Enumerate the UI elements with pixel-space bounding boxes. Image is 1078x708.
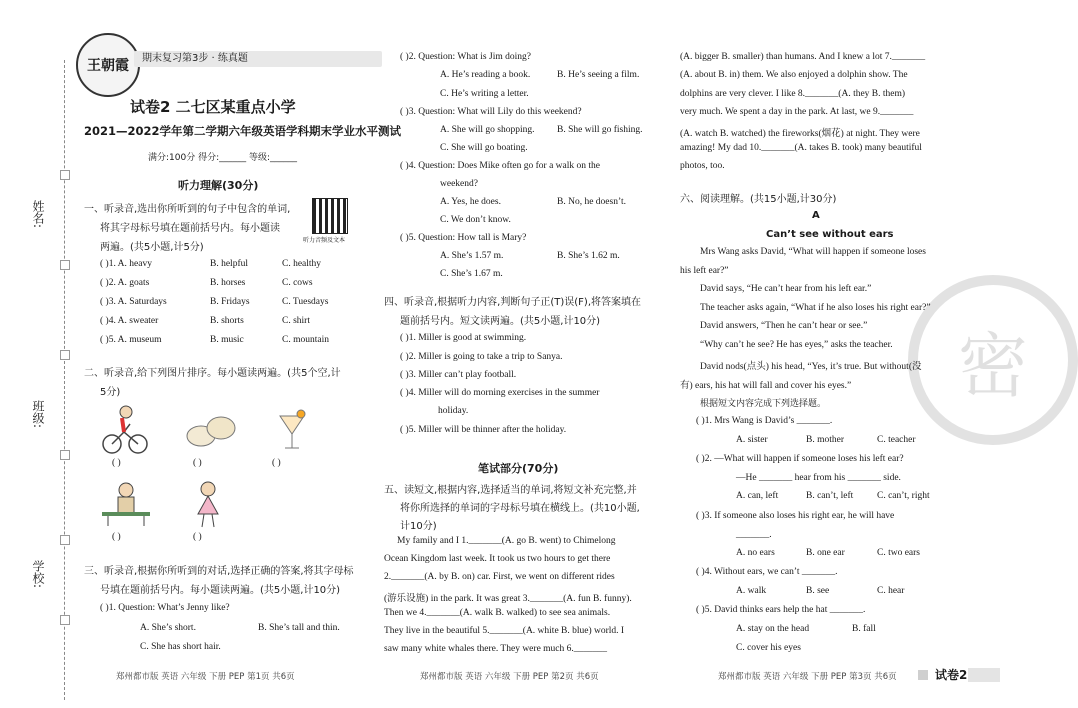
story-line: his left ear?”: [680, 266, 729, 276]
cloze-line: Ocean Kingdom last week. It took us two hours to get there: [384, 554, 611, 564]
boy-playing-ping-pong-image: [100, 480, 152, 528]
school-label: 学校:: [31, 560, 45, 589]
rc-q2-c: C. can’t, right: [877, 491, 930, 501]
p1-q4: ( )4. A. sweater: [100, 316, 159, 326]
p3-q3: ( )3. Question: What will Lily do this weekend?: [400, 107, 582, 117]
part1-instruction: 将其字母标号填在题前括号内。每小题读: [100, 223, 280, 234]
picture-answer-blank: ( ): [272, 458, 281, 468]
paper-tag-bar: [968, 668, 1000, 682]
tf-q1: ( )1. Miller is good at swimming.: [400, 333, 527, 343]
page-footer: 郑州都市版 英语 六年级 下册 PEP 第3页 共6页: [718, 672, 897, 682]
rc-q1-c: C. teacher: [877, 435, 916, 445]
p3-q1: ( )1. Question: What’s Jenny like?: [100, 603, 230, 613]
potatoes-image: [185, 412, 237, 452]
rc-q5: ( )5. David thinks ears help the hat _______.: [696, 605, 866, 615]
paper-subtitle: 2021—2022学年第二学期六年级英语学科期末学业水平测试: [84, 124, 402, 138]
picture-answer-blank: ( ): [112, 532, 121, 542]
part4-instruction: 四、听录音,根据听力内容,判断句子正(T)误(F),将答案填在: [384, 297, 642, 308]
p1-q5-c: C. mountain: [282, 335, 329, 345]
p3-q2-a: A. He’s reading a book.: [440, 70, 531, 80]
girl-riding-bike-image: [100, 402, 150, 456]
rc-q3-a: A. no ears: [736, 548, 775, 558]
story-line: Mrs Wang asks David, “What will happen if someone loses: [700, 247, 926, 257]
part2-instruction: 二、听录音,给下列图片排序。每小题读两遍。(共5个空,计: [84, 368, 341, 379]
tf-q4-cont: holiday.: [438, 406, 469, 416]
part3-instruction: 三、听录音,根据你所听到的对话,选择正确的答案,将其字母标: [84, 566, 354, 577]
p1-q1-b: B. helpful: [210, 259, 248, 269]
p1-q3: ( )3. A. Saturdays: [100, 297, 167, 307]
p3-q2: ( )2. Question: What is Jim doing?: [400, 52, 531, 62]
rc-q1: ( )1. Mrs Wang is David’s _______.: [696, 416, 833, 426]
binding-line: [64, 60, 65, 700]
part5-instruction: 五、读短文,根据内容,选择适当的单词,将短文补充完整,并: [384, 485, 637, 496]
cloze-line: dolphins are very clever. I like 8._______(A. they B. them): [680, 89, 906, 99]
binding-mark: [60, 615, 70, 625]
p1-q2: ( )2. A. goats: [100, 278, 150, 288]
juice-drink-image: [275, 404, 309, 452]
listening-title: 听力理解(30分): [178, 179, 259, 192]
p3-q3-c: C. She will go boating.: [440, 143, 528, 153]
cloze-line: (A. bigger B. smaller) than humans. And I knew a lot 7._______: [680, 52, 926, 62]
cloze-line: (A. watch B. watched) the fireworks(烟花) at night. They were: [680, 129, 920, 139]
paper-title: 试卷2 二七区某重点小学: [130, 98, 296, 116]
cloze-line: My family and I 1._______(A. go B. went) to Chimelong: [397, 536, 616, 546]
p1-q1-c: C. healthy: [282, 259, 322, 269]
part5-instruction: 将你所选择的单词的字母标号填在横线上。(共10小题,: [400, 503, 640, 514]
footer-mark: [918, 670, 928, 680]
p1-q5-b: B. music: [210, 335, 244, 345]
section-a-label: A: [812, 210, 820, 221]
p3-q4-a: A. Yes, he does.: [440, 197, 501, 207]
rc-q3-c: C. two ears: [877, 548, 921, 558]
p3-q5-a: A. She’s 1.57 m.: [440, 251, 504, 261]
cloze-line: very much. We spent a day in the park. At last, we 9._______: [680, 107, 914, 117]
rc-q2: ( )2. —What will happen if someone loses his left ear?: [696, 454, 904, 464]
binding-mark: [60, 170, 70, 180]
p3-q1-a: A. She’s short.: [140, 623, 196, 633]
rc-q5-a: A. stay on the head: [736, 624, 810, 634]
part1-instruction: 两遍。(共5小题,计5分): [100, 242, 204, 253]
story-line: David answers, “Then he can’t hear or see.”: [700, 321, 868, 331]
rc-q1-a: A. sister: [736, 435, 768, 445]
story-title: Can’t see without ears: [766, 229, 894, 240]
p3-q2-b: B. He’s seeing a film.: [557, 70, 640, 80]
written-title: 笔试部分(70分): [478, 462, 559, 475]
score-line: 满分:100分 得分:______ 等级:______: [148, 153, 297, 163]
tf-q4: ( )4. Miller will do morning exercises in the summer: [400, 388, 600, 398]
name-label: 姓名:: [31, 200, 45, 229]
cloze-line: 2._______(A. by B. on) car. First, we went on different rides: [384, 572, 615, 582]
part6-instruction: 六、阅读理解。(共15小题,计30分): [680, 194, 837, 205]
cloze-line: saw many white whales there. They were much 6._______: [384, 644, 608, 654]
page-footer: 郑州都市版 英语 六年级 下册 PEP 第1页 共6页: [116, 672, 295, 682]
secret-stamp-watermark: 密: [908, 275, 1078, 445]
page-footer: 郑州都市版 英语 六年级 下册 PEP 第2页 共6页: [420, 672, 599, 682]
tf-q3: ( )3. Miller can’t play football.: [400, 370, 517, 380]
rc-q5-b: B. fall: [852, 624, 876, 634]
rc-q4: ( )4. Without ears, we can’t _______.: [696, 567, 838, 577]
binding-mark: [60, 535, 70, 545]
cloze-line: amazing! My dad 10._______(A. takes B. took) many beautiful: [680, 143, 922, 153]
p3-q3-a: A. She will go shopping.: [440, 125, 535, 135]
brand-logo: 王朝霞: [76, 33, 140, 97]
tf-q5: ( )5. Miller will be thinner after the holiday.: [400, 425, 567, 435]
p1-q2-b: B. horses: [210, 278, 246, 288]
rc-q2-b: B. can’t, left: [806, 491, 854, 501]
p1-q2-c: C. cows: [282, 278, 313, 288]
story-line: “Why can’t he see? He has eyes,” asks the teacher.: [700, 340, 893, 350]
p1-q3-b: B. Fridays: [210, 297, 250, 307]
p1-q5: ( )5. A. museum: [100, 335, 162, 345]
rc-q3-b: B. one ear: [806, 548, 845, 558]
story-line: The teacher asks again, “What if he also loses his right ear?”: [700, 303, 931, 313]
p1-q4-c: C. shirt: [282, 316, 310, 326]
cloze-line: (游乐设施) in the park. It was great 3._______(A. fun B. funny).: [384, 594, 632, 604]
girl-dancing-image: [188, 480, 228, 530]
p3-q1-b: B. She’s tall and thin.: [258, 623, 340, 633]
cloze-line: They live in the beautiful 5._______(A. white B. blue) world. I: [384, 626, 625, 636]
rc-q1-b: B. mother: [806, 435, 844, 445]
picture-answer-blank: ( ): [112, 458, 121, 468]
rc-q5-c: C. cover his eyes: [736, 643, 801, 653]
tf-q2: ( )2. Miller is going to take a trip to Sanya.: [400, 352, 563, 362]
part5-instruction: 计10分): [400, 521, 437, 532]
p3-q4-b: B. No, he doesn’t.: [557, 197, 626, 207]
part4-instruction: 题前括号内。短文读两遍。(共5小题,计10分): [400, 316, 601, 327]
p3-q4: ( )4. Question: Does Mike often go for a walk on the: [400, 161, 600, 171]
p3-q5-c: C. She’s 1.67 m.: [440, 269, 503, 279]
p3-q2-c: C. He’s writing a letter.: [440, 89, 529, 99]
picture-answer-blank: ( ): [193, 458, 202, 468]
rc-q3-line2: _______.: [736, 530, 772, 540]
paper-tag: 试卷2: [935, 668, 968, 682]
rc-q4-c: C. hear: [877, 586, 905, 596]
p3-q4-c: C. We don’t know.: [440, 215, 511, 225]
part2-instruction: 5分): [100, 387, 121, 398]
story-line: David says, “He can’t hear from his left ear.”: [700, 284, 872, 294]
picture-answer-blank: ( ): [193, 532, 202, 542]
class-label: 班级:: [31, 400, 45, 429]
rc-q4-a: A. walk: [736, 586, 767, 596]
cloze-line: Then we 4._______(A. walk B. walked) to see sea animals.: [384, 608, 611, 618]
p1-q1: ( )1. A. heavy: [100, 259, 152, 269]
story-line: David nods(点头) his head, “Yes, it’s true. But without(没: [700, 362, 922, 372]
binding-mark: [60, 260, 70, 270]
rc-q2-line2: —He _______ hear from his _______ side.: [736, 473, 901, 483]
part1-instruction: 一、听录音,选出你所听到的句子中包含的单词,: [84, 204, 291, 215]
rc-q2-a: A. can, left: [736, 491, 779, 501]
p1-q3-c: C. Tuesdays: [282, 297, 329, 307]
p3-q1-c: C. She has short hair.: [140, 642, 221, 652]
rc-q3: ( )3. If someone also loses his right ear, he will have: [696, 511, 895, 521]
step-banner: 期末复习第3步 · 练真题: [134, 51, 382, 67]
rc-q4-b: B. see: [806, 586, 830, 596]
p3-q4-cont: weekend?: [440, 179, 478, 189]
qr-caption: 听力音频及文本: [303, 237, 346, 244]
p1-q4-b: B. shorts: [210, 316, 244, 326]
binding-mark: [60, 350, 70, 360]
qr-code-icon: [312, 198, 348, 234]
p3-q3-b: B. She will go fishing.: [557, 125, 643, 135]
part3-instruction: 号填在题前括号内。每小题读两遍。(共5小题,计10分): [100, 585, 341, 596]
cloze-line: photos, too.: [680, 161, 725, 171]
binding-mark: [60, 450, 70, 460]
p3-q5-b: B. She’s 1.62 m.: [557, 251, 620, 261]
story-line: 有) ears, his hat will fall and cover his eyes.”: [680, 381, 852, 391]
story-instruction: 根据短文内容完成下列选择题。: [700, 399, 827, 409]
p3-q5: ( )5. Question: How tall is Mary?: [400, 233, 527, 243]
cloze-line: (A. about B. in) them. We also enjoyed a dolphin show. The: [680, 70, 908, 80]
